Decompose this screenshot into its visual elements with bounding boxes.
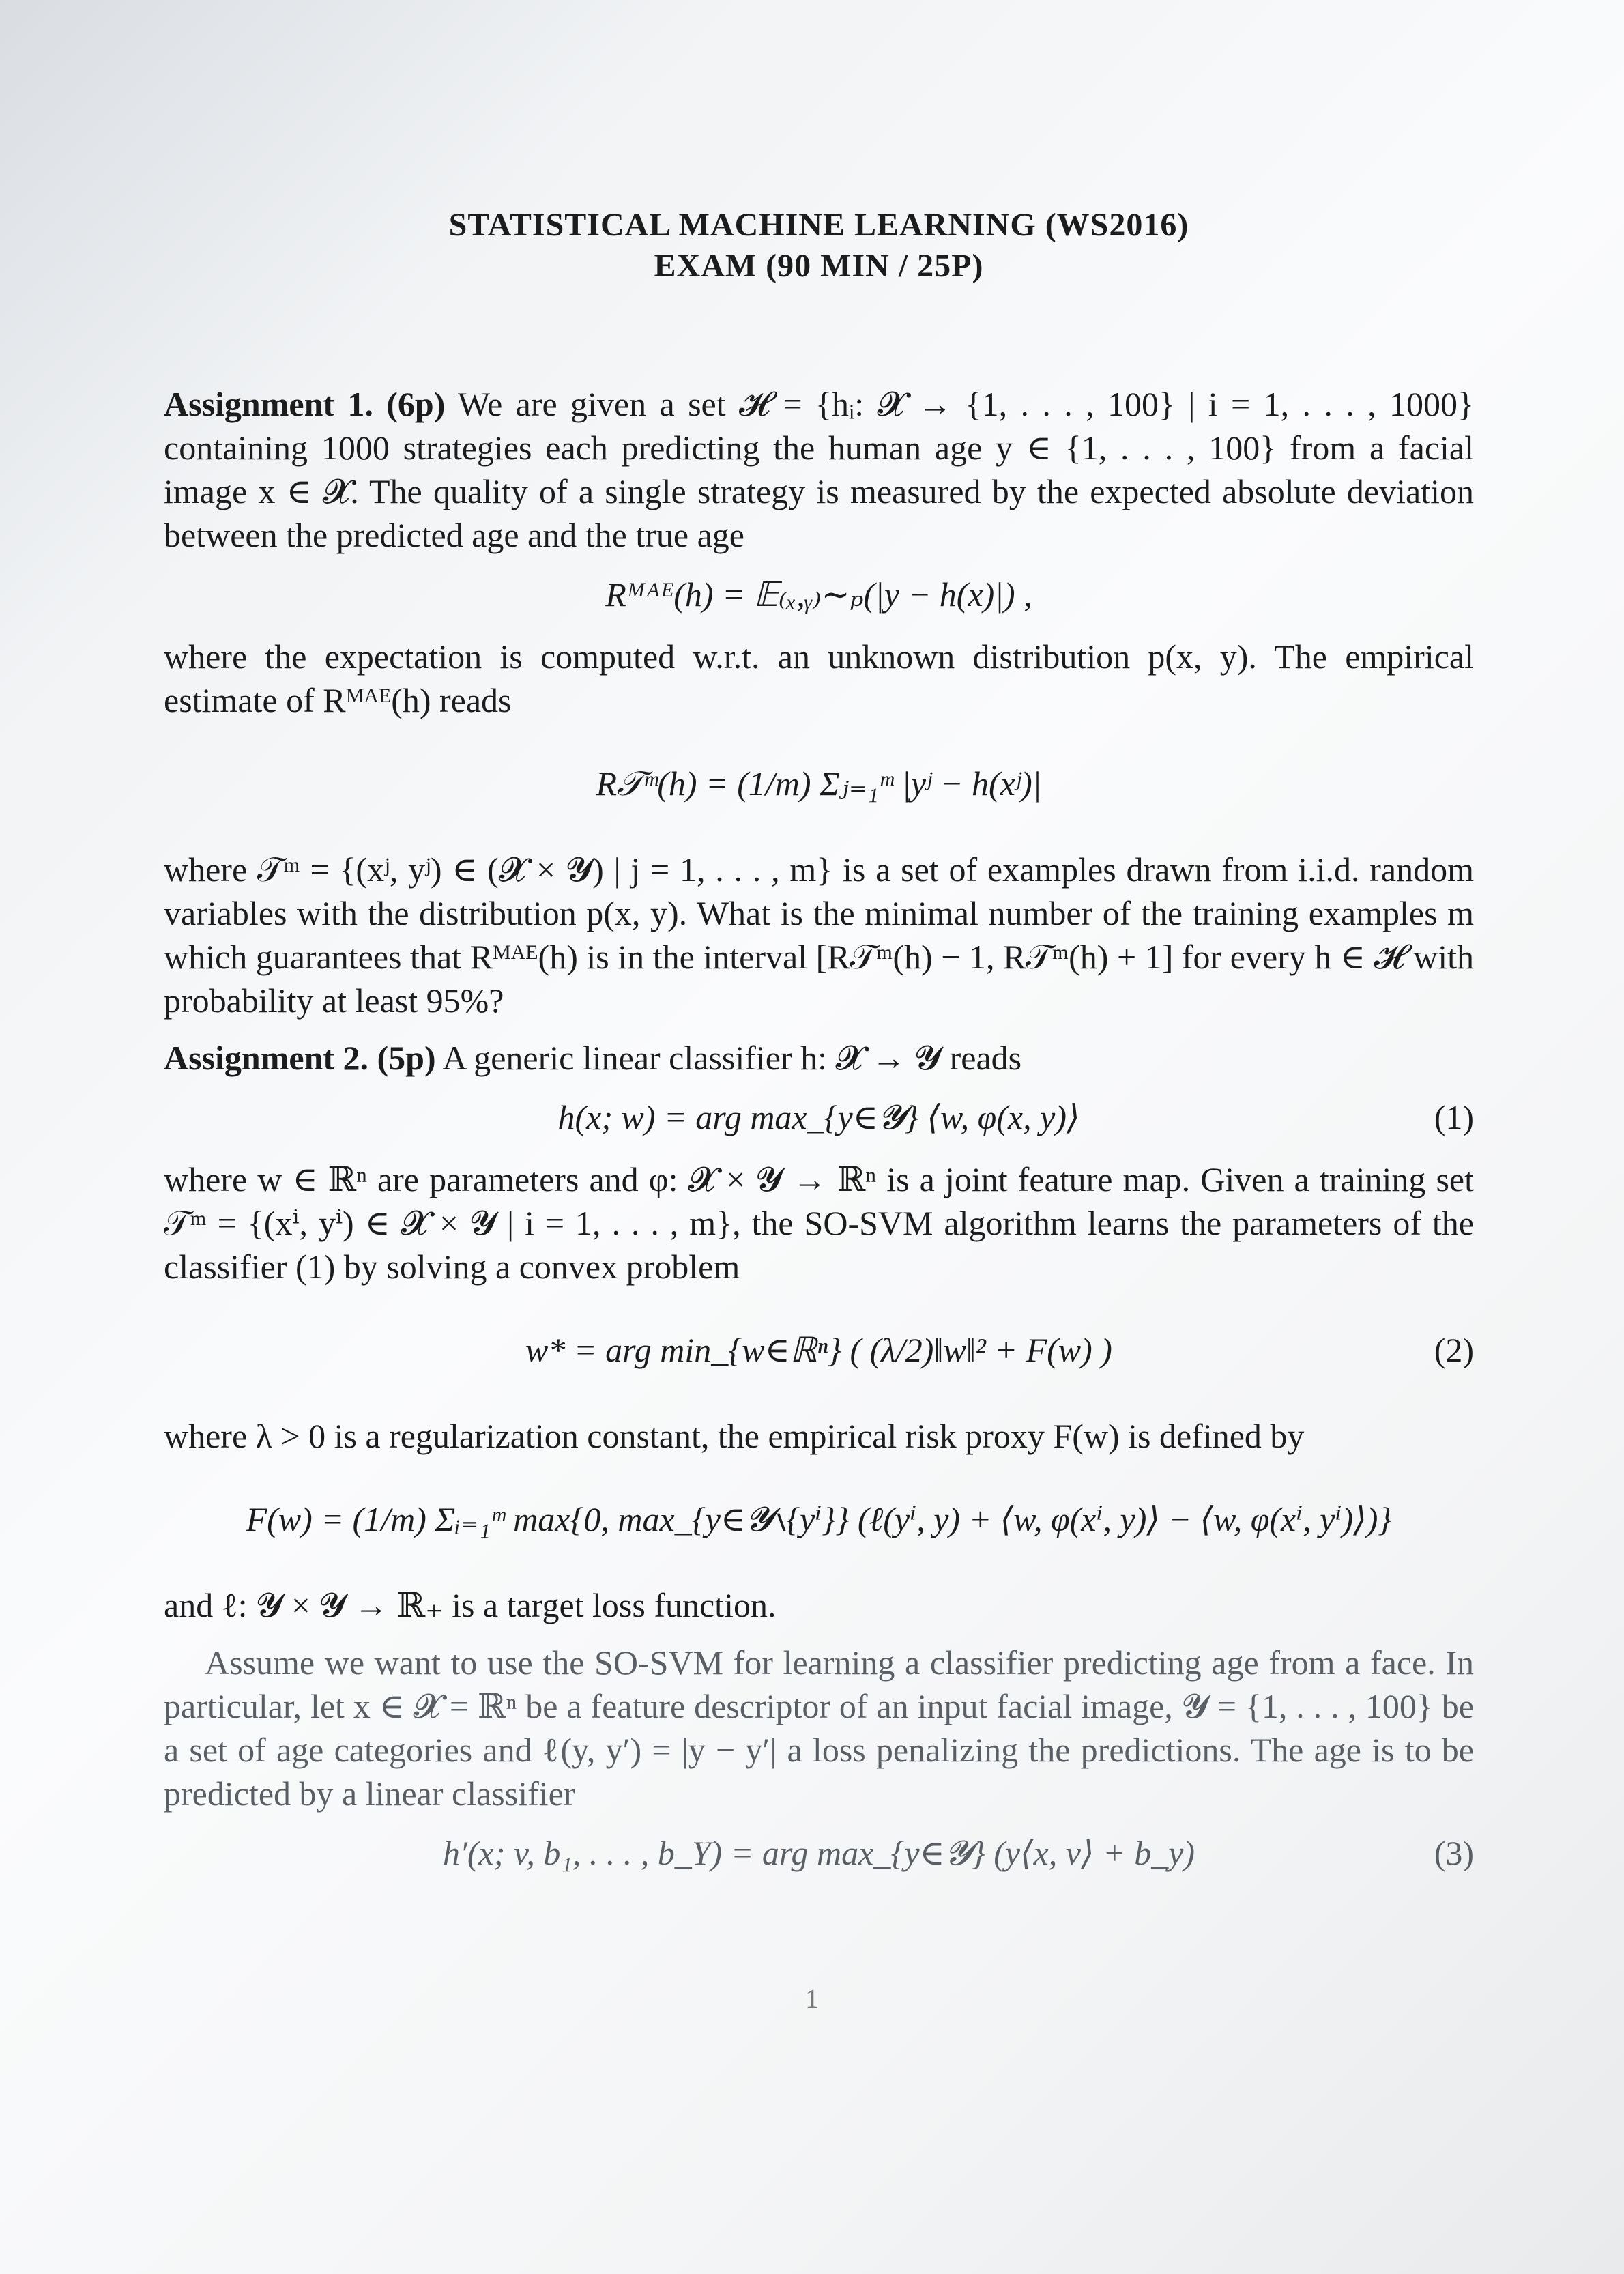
equation-risk-mae-text: Rᴹᴬᴱ(h) = 𝔼₍ₓ,ᵧ₎∼ₚ(|y − h(x)|) ,	[605, 575, 1032, 614]
equation-4-number: (3)	[1434, 1834, 1474, 1872]
equation-empirical-risk-text: R𝒯ᵐ(h) = (1/m) Σⱼ₌₁ᵐ |yʲ − h(xʲ)|	[596, 764, 1042, 803]
page-number: 1	[805, 1983, 819, 2014]
assignment2-para1: where w ∈ ℝⁿ are parameters and φ: 𝓧 × 𝓨 → ℝⁿ is a joint feature map. Given a training set 𝒯ᵐ = {(xⁱ, yⁱ) ∈ 𝓧 × 𝓨 | i = 1, . . . , m}, the SO-SVM algorithm learns the parameters of the classifier (1) by solving a convex problem	[164, 1160, 1474, 1286]
equation-4	[164, 1829, 1474, 1877]
equation-2-text: w* = arg min_{w∈ℝⁿ} ( (λ/2)‖w‖² + F(w) )	[525, 1331, 1112, 1369]
assignment2-para2: where λ > 0 is a regularization constant, the empirical risk proxy F(w) is defined by	[164, 1417, 1305, 1455]
equation-1-number: (1)	[1434, 1098, 1474, 1136]
assignment2-para3: and ℓ: 𝓨 × 𝓨 → ℝ₊ is a target loss function.	[164, 1586, 777, 1624]
assignment1-para2: where the expectation is computed w.r.t. an unknown distribution p(x, y). The empirical estimate of Rᴹᴬᴱ(h) reads	[164, 637, 1474, 719]
equation-1-text: h(x; w) = arg max_{y∈𝓨} ⟨w, φ(x, y)⟩	[557, 1098, 1080, 1136]
equation-1	[164, 1093, 1474, 1141]
exam-title	[164, 205, 1474, 287]
equation-3	[164, 1471, 1474, 1567]
exam-content	[164, 205, 1474, 1893]
assignment2-heading: Assignment 2. (5p)	[164, 1039, 436, 1077]
equation-risk-mae	[164, 571, 1474, 618]
assignment2-intro-text: A generic linear classifier h: 𝓧 → 𝓨 reads	[442, 1039, 1022, 1077]
equation-2-number: (2)	[1434, 1331, 1474, 1369]
title-line-2: EXAM (90 MIN / 25P)	[654, 248, 984, 284]
assignment1-para1	[164, 382, 1474, 557]
equation-2	[164, 1302, 1474, 1398]
title-line-1: STATISTICAL MACHINE LEARNING (WS2016)	[448, 207, 1189, 243]
equation-3-text: F(w) = (1/m) Σᵢ₌₁ᵐ max{0, max_{y∈𝓨∖{yⁱ}} (ℓ(yⁱ, y) + ⟨w, φ(xⁱ, y)⟩ − ⟨w, φ(xⁱ, yⁱ)⟩)}	[246, 1500, 1392, 1538]
assignment2-intro	[164, 1036, 1474, 1080]
equation-4-text: h′(x; v, b₁, . . . , b_Y) = arg max_{y∈𝓨} (y⟨x, v⟩ + b_y)	[442, 1834, 1195, 1872]
assignment1-heading: Assignment 1. (6p)	[164, 385, 446, 423]
assignment1-para3: where 𝒯ᵐ = {(xʲ, yʲ) ∈ (𝓧 × 𝓨) | j = 1, . . . , m} is a set of examples drawn from i.i.d. random variables with the distribution p(x, y). What is the minimal number of the training examples m which guarantees that Rᴹᴬᴱ(h) is in the interval [R𝒯ᵐ(h) − 1, R𝒯ᵐ(h) + 1] for every h ∈ 𝓗 with probability at least 95%?	[164, 850, 1474, 1020]
assignment1-text1: We are given a set 𝓗 = {hᵢ: 𝓧 → {1, . . . , 100} | i = 1, . . . , 1000} containing 1000 strategies each predicting the human age y ∈ {1, . . . , 100} from a facial image x ∈ 𝓧. The quality of a single strategy is measured by the expected absolute deviation between the predicted age and the true age	[164, 385, 1474, 554]
equation-empirical-risk	[164, 736, 1474, 831]
assignment2-para4: Assume we want to use the SO-SVM for learning a classifier predicting age from a face. In particular, let x ∈ 𝓧 = ℝⁿ be a feature descriptor of an input facial image, 𝓨 = {1, . . . , 100} be a set of age categories and ℓ(y, y′) = |y − y′| a loss penalizing the predictions. The age is to be predicted by a linear classifier	[164, 1643, 1474, 1813]
